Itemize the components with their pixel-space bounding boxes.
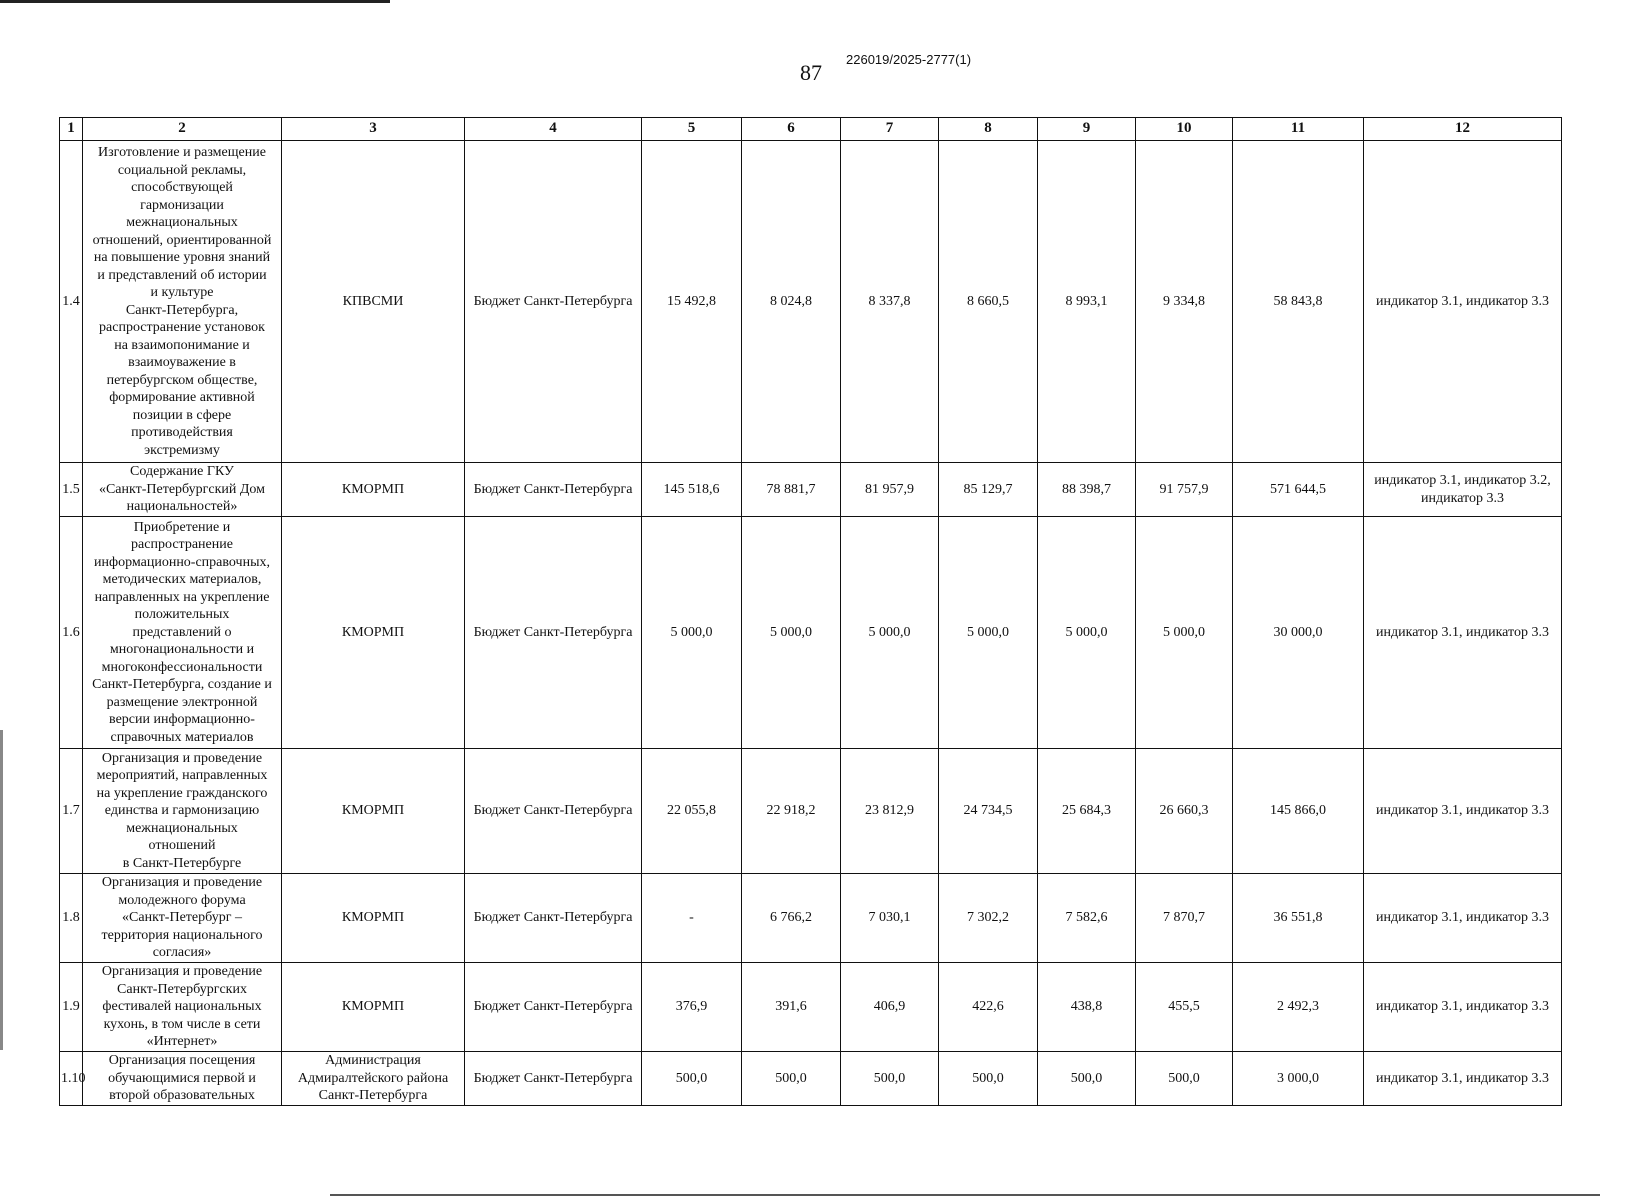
- value-col-7: 8 337,8: [841, 141, 939, 463]
- indicators: индикатор 3.1, индикатор 3.3: [1364, 517, 1562, 749]
- activity-name: Организация посещения обучающимися первой и второй образовательных: [83, 1052, 282, 1106]
- column-header: 2: [83, 118, 282, 141]
- value-col-9: 5 000,0: [1038, 517, 1136, 749]
- value-col-9: 25 684,3: [1038, 749, 1136, 874]
- value-col-10: 500,0: [1136, 1052, 1233, 1106]
- row-number: 1.7: [60, 749, 83, 874]
- value-total: 2 492,3: [1233, 963, 1364, 1052]
- value-total: 145 866,0: [1233, 749, 1364, 874]
- value-col-10: 91 757,9: [1136, 463, 1233, 517]
- value-col-6: 22 918,2: [742, 749, 841, 874]
- table-row: [60, 463, 1562, 517]
- executor: КМОРМП: [282, 517, 465, 749]
- bottom-border-line: [330, 1194, 1600, 1196]
- funding-source: Бюджет Санкт-Петербурга: [465, 963, 642, 1052]
- registration-number: 226019/2025-2777(1): [846, 52, 972, 67]
- funding-source: Бюджет Санкт-Петербурга: [465, 1052, 642, 1106]
- value-col-6: 5 000,0: [742, 517, 841, 749]
- table-row: [60, 141, 1562, 463]
- row-number: 1.8: [60, 874, 83, 963]
- column-header: 9: [1038, 118, 1136, 141]
- funding-source: Бюджет Санкт-Петербурга: [465, 874, 642, 963]
- value-col-7: 23 812,9: [841, 749, 939, 874]
- column-header: 10: [1136, 118, 1233, 141]
- value-col-9: 500,0: [1038, 1052, 1136, 1106]
- value-col-8: 5 000,0: [939, 517, 1038, 749]
- value-col-8: 7 302,2: [939, 874, 1038, 963]
- value-col-10: 455,5: [1136, 963, 1233, 1052]
- value-col-7: 81 957,9: [841, 463, 939, 517]
- row-number: 1.6: [60, 517, 83, 749]
- executor: Администрация Адмиралтейского района Санкт-Петербурга: [282, 1052, 465, 1106]
- indicators: индикатор 3.1, индикатор 3.2, индикатор 3.3: [1364, 463, 1562, 517]
- executor: КМОРМП: [282, 463, 465, 517]
- value-col-6: 8 024,8: [742, 141, 841, 463]
- column-number-row: [60, 118, 1562, 141]
- indicators: индикатор 3.1, индикатор 3.3: [1364, 1052, 1562, 1106]
- value-col-10: 5 000,0: [1136, 517, 1233, 749]
- value-col-7: 406,9: [841, 963, 939, 1052]
- value-col-6: 391,6: [742, 963, 841, 1052]
- value-col-7: 7 030,1: [841, 874, 939, 963]
- executor: КМОРМП: [282, 874, 465, 963]
- value-total: 3 000,0: [1233, 1052, 1364, 1106]
- table-row: [60, 874, 1562, 963]
- value-total: 58 843,8: [1233, 141, 1364, 463]
- value-total: 571 644,5: [1233, 463, 1364, 517]
- value-col-7: 500,0: [841, 1052, 939, 1106]
- value-col-7: 5 000,0: [841, 517, 939, 749]
- value-col-8: 500,0: [939, 1052, 1038, 1106]
- row-number: 1.9: [60, 963, 83, 1052]
- top-border-line: [0, 0, 390, 3]
- executor: КМОРМП: [282, 749, 465, 874]
- value-col-5: 145 518,6: [642, 463, 742, 517]
- column-header: 5: [642, 118, 742, 141]
- program-activities-table: [59, 117, 1562, 1106]
- activity-name: Содержание ГКУ «Санкт-Петербургский Дом национальностей»: [83, 463, 282, 517]
- table-row: [60, 1052, 1562, 1106]
- table-row: [60, 749, 1562, 874]
- column-header: 4: [465, 118, 642, 141]
- column-header: 7: [841, 118, 939, 141]
- funding-source: Бюджет Санкт-Петербурга: [465, 749, 642, 874]
- page-number: 87: [800, 60, 822, 85]
- value-col-8: 422,6: [939, 963, 1038, 1052]
- value-col-8: 85 129,7: [939, 463, 1038, 517]
- column-header: 1: [60, 118, 83, 141]
- value-col-5: 376,9: [642, 963, 742, 1052]
- table-row: [60, 517, 1562, 749]
- funding-source: Бюджет Санкт-Петербурга: [465, 517, 642, 749]
- row-number: 1.5: [60, 463, 83, 517]
- value-col-5: 500,0: [642, 1052, 742, 1106]
- value-total: 30 000,0: [1233, 517, 1364, 749]
- column-header: 6: [742, 118, 841, 141]
- value-col-6: 78 881,7: [742, 463, 841, 517]
- executor: КМОРМП: [282, 963, 465, 1052]
- value-col-5: 15 492,8: [642, 141, 742, 463]
- value-col-6: 6 766,2: [742, 874, 841, 963]
- table-row: [60, 963, 1562, 1052]
- value-col-9: 88 398,7: [1038, 463, 1136, 517]
- value-col-9: 7 582,6: [1038, 874, 1136, 963]
- value-col-9: 438,8: [1038, 963, 1136, 1052]
- value-col-5: -: [642, 874, 742, 963]
- value-col-10: 26 660,3: [1136, 749, 1233, 874]
- row-number: 1.4: [60, 141, 83, 463]
- value-col-10: 7 870,7: [1136, 874, 1233, 963]
- indicators: индикатор 3.1, индикатор 3.3: [1364, 963, 1562, 1052]
- indicators: индикатор 3.1, индикатор 3.3: [1364, 874, 1562, 963]
- column-header: 8: [939, 118, 1038, 141]
- funding-source: Бюджет Санкт-Петербурга: [465, 141, 642, 463]
- activity-name: Приобретение и распространение информационно-справочных, методических материалов, направленных на укрепление положительных представлений о многонациональности и многоконфессиональности Санкт-Петербурга, создание и размещение электронной версии информационно- справочных материалов: [83, 517, 282, 749]
- value-col-8: 8 660,5: [939, 141, 1038, 463]
- activity-name: Организация и проведение мероприятий, направленных на укрепление гражданского единства и гармонизацию межнациональных отношений в Санкт-Петербурге: [83, 749, 282, 874]
- activity-name: Организация и проведение молодежного форума «Санкт-Петербург – территория национального согласия»: [83, 874, 282, 963]
- value-col-9: 8 993,1: [1038, 141, 1136, 463]
- indicators: индикатор 3.1, индикатор 3.3: [1364, 749, 1562, 874]
- value-col-6: 500,0: [742, 1052, 841, 1106]
- activity-name: Изготовление и размещение социальной рекламы, способствующей гармонизации межнациональных отношений, ориентированной на повышение уровня знаний и представлений об истории и культуре Санкт-Петербурга, распространение установок на взаимопонимание и взаимоуважение в петербургском обществе, формирование активной позиции в сфере противодействия экстремизму: [83, 141, 282, 463]
- activity-name: Организация и проведение Санкт-Петербургских фестивалей национальных кухонь, в том числе в сети «Интернет»: [83, 963, 282, 1052]
- value-col-5: 5 000,0: [642, 517, 742, 749]
- value-total: 36 551,8: [1233, 874, 1364, 963]
- funding-source: Бюджет Санкт-Петербурга: [465, 463, 642, 517]
- executor: КПВСМИ: [282, 141, 465, 463]
- column-header: 12: [1364, 118, 1562, 141]
- scan-edge-line: [0, 730, 3, 1050]
- value-col-8: 24 734,5: [939, 749, 1038, 874]
- value-col-10: 9 334,8: [1136, 141, 1233, 463]
- indicators: индикатор 3.1, индикатор 3.3: [1364, 141, 1562, 463]
- column-header: 11: [1233, 118, 1364, 141]
- row-number: 1.10: [60, 1052, 83, 1106]
- value-col-5: 22 055,8: [642, 749, 742, 874]
- column-header: 3: [282, 118, 465, 141]
